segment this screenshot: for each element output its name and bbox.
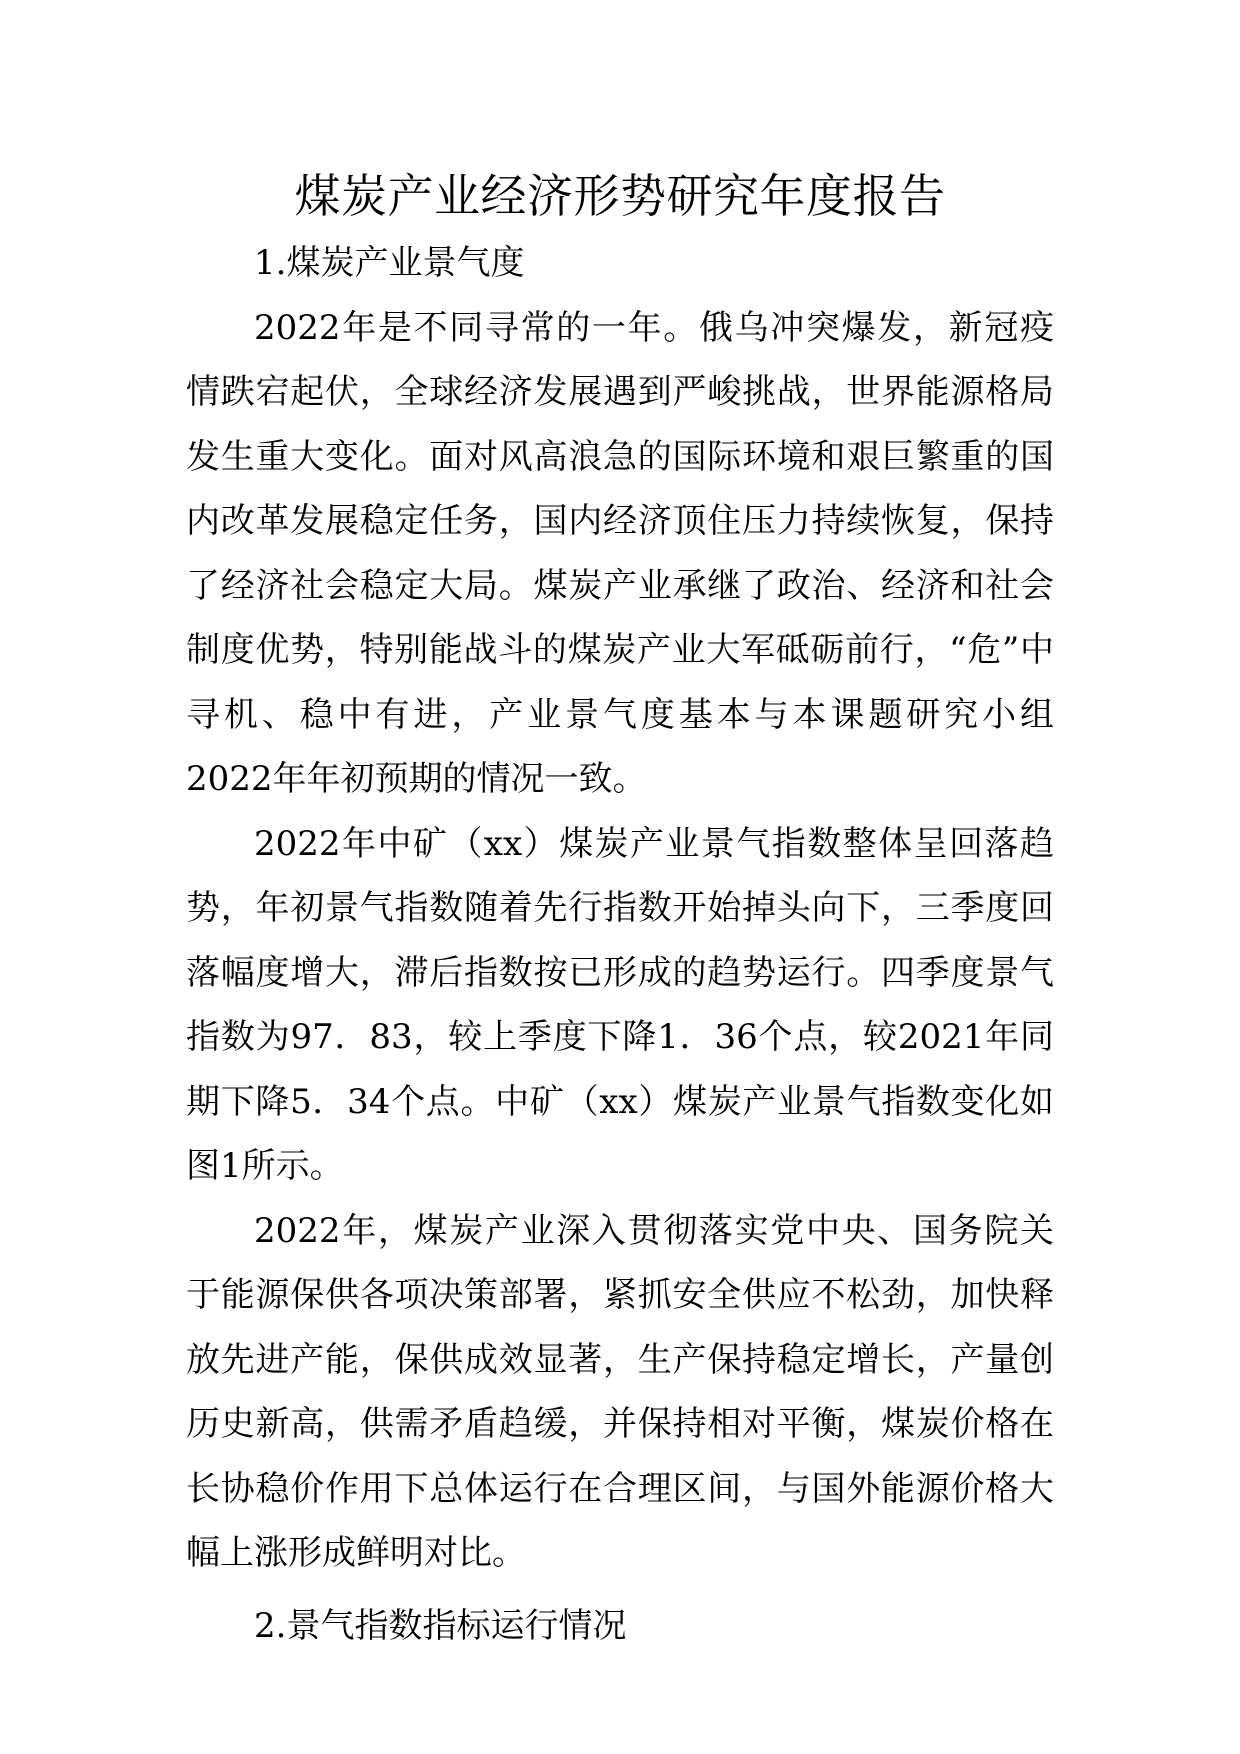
section-heading-2: 2.景气指数指标运行情况 [254, 1605, 627, 1646]
paragraph-2: 2022年中矿（xx）煤炭产业景气指数整体呈回落趋势，年初景气指数随着先行指数开始掉头向下，三季度回落幅度增大，滞后指数按已形成的趋势运行。四季度景气指数为97．83，较上季度下降1．36个点，较2021年同期下降5．34个点。中矿（xx）煤炭产业景气指数变化如图1所示。 [186, 823, 1054, 1186]
document-title: 煤炭产业经济形势研究年度报告 [294, 169, 946, 223]
section-heading-1: 1.煤炭产业景气度 [254, 243, 525, 283]
paragraph-1: 2022年是不同寻常的一年。俄乌冲突爆发，新冠疫情跌宕起伏，全球经济发展遇到严峻挑战，世界能源格局发生重大变化。面对风高浪急的国际环境和艰巨繁重的国内改革发展稳定任务，国内经济顶住压力持续恢复，保持了经济社会稳定大局。煤炭产业承继了政治、经济和社会制度优势，特别能战斗的煤炭产业大军砥砺前行，“危”中寻机、稳中有进，产业景气度基本与本课题研究小组2022年年初预期的情况一致。 [186, 307, 1054, 799]
document-body [186, 231, 1054, 1658]
paragraph-3: 2022年，煤炭产业深入贯彻落实党中央、国务院关于能源保供各项决策部署，紧抓安全供应不松劲，加快释放先进产能，保供成效显著，生产保持稳定增长，产量创历史新高，供需矛盾趋缓，并保持相对平衡，煤炭价格在长协稳价作用下总体运行在合理区间，与国外能源价格大幅上涨形成鲜明对比。 [186, 1210, 1054, 1573]
